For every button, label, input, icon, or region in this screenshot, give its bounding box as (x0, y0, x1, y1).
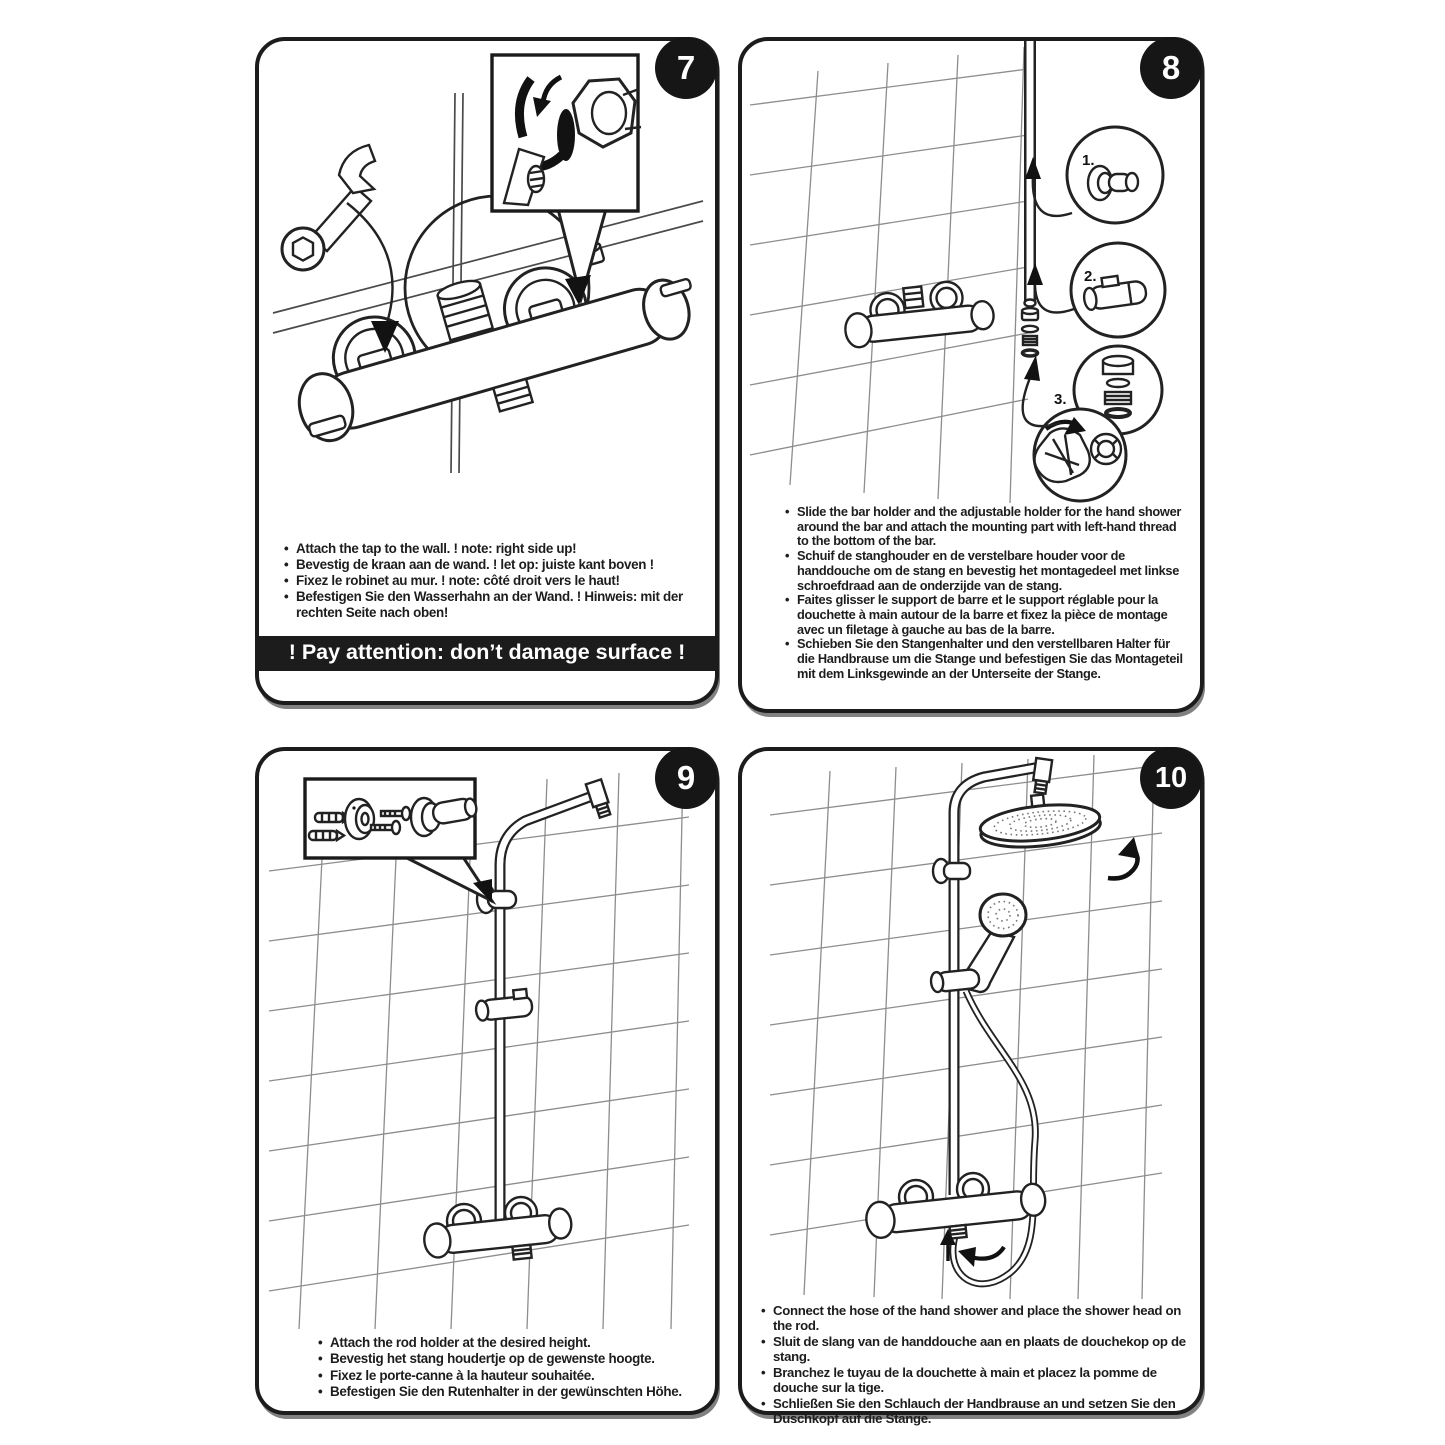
step-number: 8 (1161, 49, 1181, 86)
adjustable-holder-circle (1071, 243, 1165, 337)
instruction-bullets (317, 1335, 707, 1400)
rod-holder (933, 859, 970, 883)
bullet-de: • Befestigen Sie den Rutenhalter in der gewünschten Höhe. (317, 1384, 707, 1400)
step-7-badge (655, 37, 717, 99)
slider-holder (930, 968, 980, 993)
panel-step-10 (738, 747, 1204, 1427)
step-number: 10 (1154, 761, 1188, 794)
instruction-bullets (784, 505, 1188, 681)
bullet-en: • Attach the tap to the wall. ! note: right side up! (283, 541, 709, 557)
bullet-nl: • Bevestig de kraan aan de wand. ! let op: juiste kant boven ! (283, 557, 709, 573)
panel-step-8 (738, 37, 1204, 713)
rain-shower-head (977, 789, 1102, 852)
bar-end-parts (1022, 308, 1038, 356)
step-number: 7 (676, 49, 696, 86)
bullet-fr: • Branchez le tuyau de la douchette à main et placez la pomme de douche sur la tige. (760, 1365, 1194, 1396)
bullet-fr: • Fixez le porte-canne à la hauteur souhaitée. (317, 1368, 707, 1384)
rod-top-fitting (586, 779, 612, 818)
wrench-icon (282, 145, 375, 270)
arm-elbow (1032, 758, 1053, 794)
rotation-arrow-icon (1108, 837, 1140, 878)
warning-banner: ! Pay attention: don’t damage surface ! (255, 636, 719, 671)
panel-step-7 (255, 37, 719, 705)
bullet-de: • Schieben Sie den Stangenhalter und den verstellbaren Halter für die Handbrause um die Stange und befestigen Sie das Montageteil mit dem Linksgewinde an der Unterseite der Stange. (784, 637, 1188, 681)
part-label-1: 1. (1082, 152, 1095, 169)
shower-hose (953, 991, 1035, 1284)
bullet-de: • Schließen Sie den Schlauch der Handbrause an und setzen Sie den Duschkopf auf die Stange. (760, 1396, 1194, 1427)
threaded-outlet-top (436, 277, 493, 340)
wall-flange-icon (345, 799, 374, 839)
bullet-fr: • Fixez le robinet au mur. ! note: côté droit vers le haut! (283, 573, 709, 589)
bar-holder-circle (1067, 127, 1163, 223)
step-10-badge (1140, 747, 1202, 809)
bullet-nl: • Bevestig het stang houdertje op de gewenste hoogte. (317, 1351, 707, 1367)
connect-arrows (940, 1229, 1004, 1267)
bullet-en: • Slide the bar holder and the adjustable holder for the hand shower around the bar and attach the mounting part with left-hand thread to the bottom of the bar. (784, 505, 1188, 549)
mixer-tap-small (841, 277, 995, 348)
bullet-de: • Befestigen Sie den Wasserhahn an der Wand. ! Hinweis: mit der rechten Seite nach oben! (283, 589, 709, 621)
bullet-nl: • Sluit de slang van de handdouche aan en plaats de douchekop op de stang. (760, 1334, 1194, 1365)
instruction-bullets (283, 541, 709, 621)
mounting-part-circle (1034, 409, 1126, 501)
mounting-parts-inset (305, 779, 478, 858)
panel7-illustration (259, 41, 707, 503)
part-label-2: 2. (1084, 268, 1097, 285)
mixer-tap (278, 221, 707, 465)
step-9-badge (655, 747, 717, 809)
bullet-fr: • Faites glisser le support de barre et le support réglable pour la douchette à main autour de la barre et fixez la pièce de montage avec un filetage à gauche au bas de la barre. (784, 593, 1188, 637)
wrench-nut-inset (492, 55, 641, 211)
part-label-3: 3. (1054, 391, 1067, 408)
panel9-illustration (259, 751, 707, 1331)
panel10-illustration (742, 751, 1192, 1299)
bullet-en: • Connect the hose of the hand shower and place the shower head on the rod. (760, 1303, 1194, 1334)
instruction-bullets (760, 1303, 1194, 1427)
step-number: 9 (676, 759, 696, 796)
tile-grid (750, 47, 1028, 503)
bullet-en: • Attach the rod holder at the desired height. (317, 1335, 707, 1351)
panel8-illustration (742, 41, 1192, 503)
panel-step-9 (255, 747, 719, 1415)
step-8-badge (1140, 37, 1202, 99)
bullet-nl: • Schuif de stanghouder en de verstelbare houder voor de handdouche om de stang en bevestig het montagedeel met linkse schroefdraad aan de onderzijde van de stang. (784, 549, 1188, 593)
